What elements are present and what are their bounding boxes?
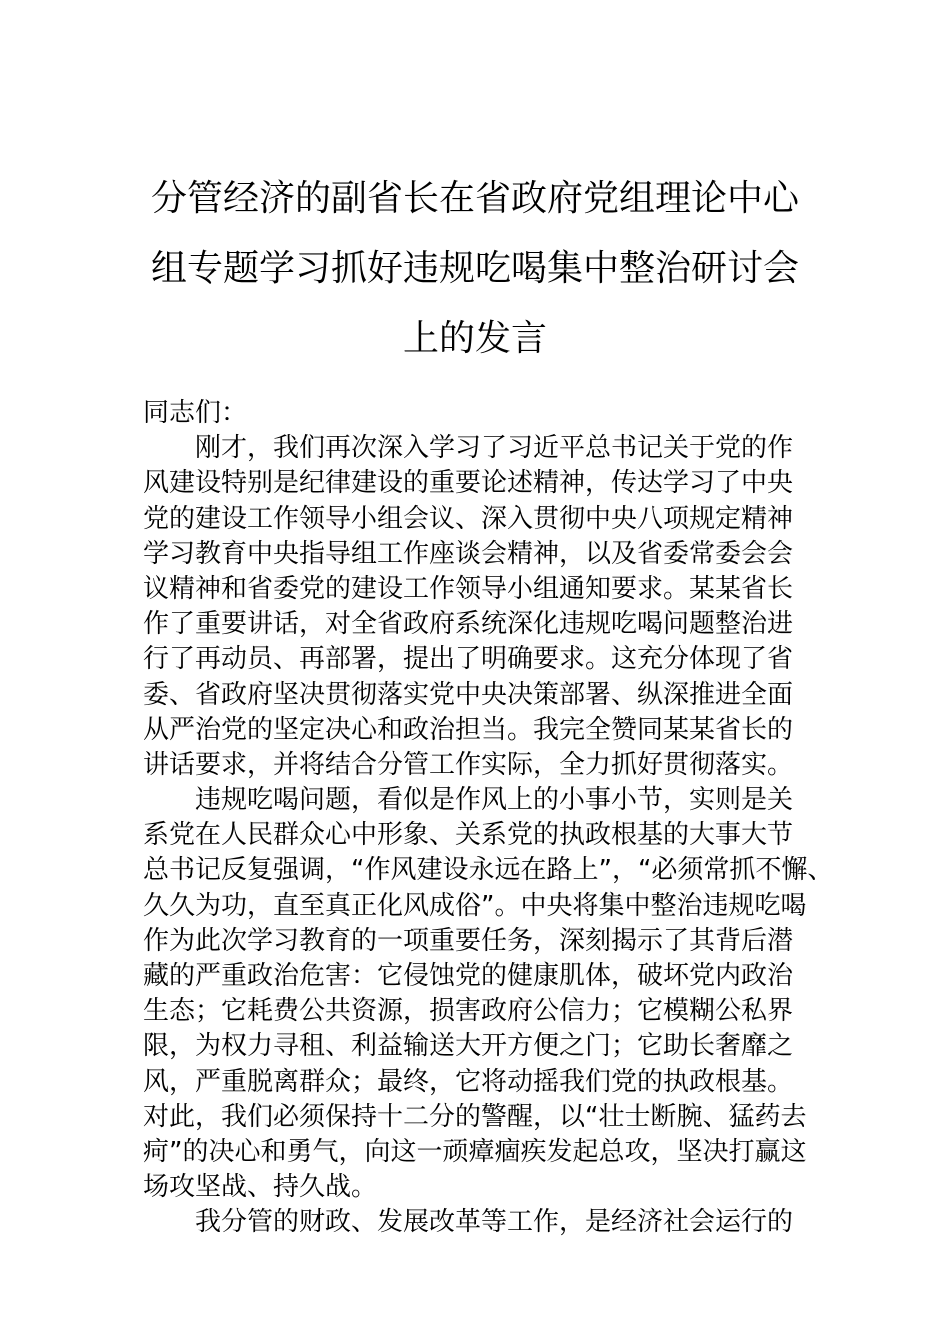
text-line: 党的建设工作领导小组会议、深入贯彻中央八项规定精神 — [143, 503, 794, 534]
text-line: 学习教育中央指导组工作座谈会精神，以及省委常委会会 — [143, 538, 794, 569]
text-line: 限，为权力寻租、利益输送大开方便之门；它助长奢靡之 — [143, 1031, 794, 1062]
text-line: 行了再动员、再部署，提出了明确要求。这充分体现了省 — [143, 644, 794, 675]
document-title — [140, 164, 810, 374]
text-line: 系党在人民群众心中形象、关系党的执政根基的大事大节 — [143, 820, 794, 851]
paragraph-1 — [143, 431, 811, 783]
text-line: 刚才，我们再次深入学习了习近平总书记关于党的作 — [195, 433, 794, 464]
title-line: 组专题学习抓好违规吃喝集中整治研讨会 — [150, 248, 799, 289]
text-line: 议精神和省委党的建设工作领导小组通知要求。某某省长 — [143, 573, 794, 604]
text-line: 讲话要求，并将结合分管工作实际，全力抓好贯彻落实。 — [143, 749, 794, 780]
text-line: 风建设特别是纪律建设的重要论述精神，传达学习了中央 — [143, 468, 794, 499]
paragraph-2 — [143, 783, 834, 1205]
text-line: 风，严重脱离群众；最终，它将动摇我们党的执政根基。 — [143, 1066, 794, 1097]
paragraph-3 — [143, 1205, 811, 1240]
text-line: 生态；它耗费公共资源，损害政府公信力；它模糊公私界 — [143, 996, 794, 1027]
title-line: 上的发言 — [402, 318, 547, 359]
text-line: 从严治党的坚定决心和政治担当。我完全赞同某某省长的 — [143, 714, 794, 745]
text-line: 藏的严重政治危害：它侵蚀党的健康肌体，破坏党内政治 — [143, 961, 794, 991]
text-line: 违规吃喝问题，看似是作风上的小事小节，实则是关 — [195, 785, 794, 816]
text-line: 场攻坚战、持久战。 — [143, 1172, 378, 1203]
text-line: 我分管的财政、发展改革等工作，是经济社会运行的 — [195, 1207, 794, 1238]
text-line: 久久为功，直至真正化风成俗”。中央将集中整治违规吃喝 — [143, 890, 807, 921]
text-line: 作了重要讲话，对全省政府系统深化违规吃喝问题整治进 — [143, 609, 794, 640]
text-line: 作为此次学习教育的一项重要任务，深刻揭示了其背后潜 — [143, 925, 794, 956]
document-body — [143, 396, 834, 1241]
text-line: 总书记反复强调，“作风建设永远在路上”，“必须常抓不懈、 — [143, 855, 834, 886]
text-line: 疴”的决心和勇气，向这一顽瘴痼疾发起总攻，坚决打赢这 — [143, 1136, 807, 1167]
text-line: 对此，我们必须保持十二分的警醒，以“壮士断腕、猛药去 — [143, 1101, 807, 1132]
title-line: 分管经济的副省长在省政府党组理论中心 — [150, 178, 799, 219]
salutation: 同志们： — [143, 398, 248, 428]
text-line: 委、省政府坚决贯彻落实党中央决策部署、纵深推进全面 — [143, 679, 794, 710]
